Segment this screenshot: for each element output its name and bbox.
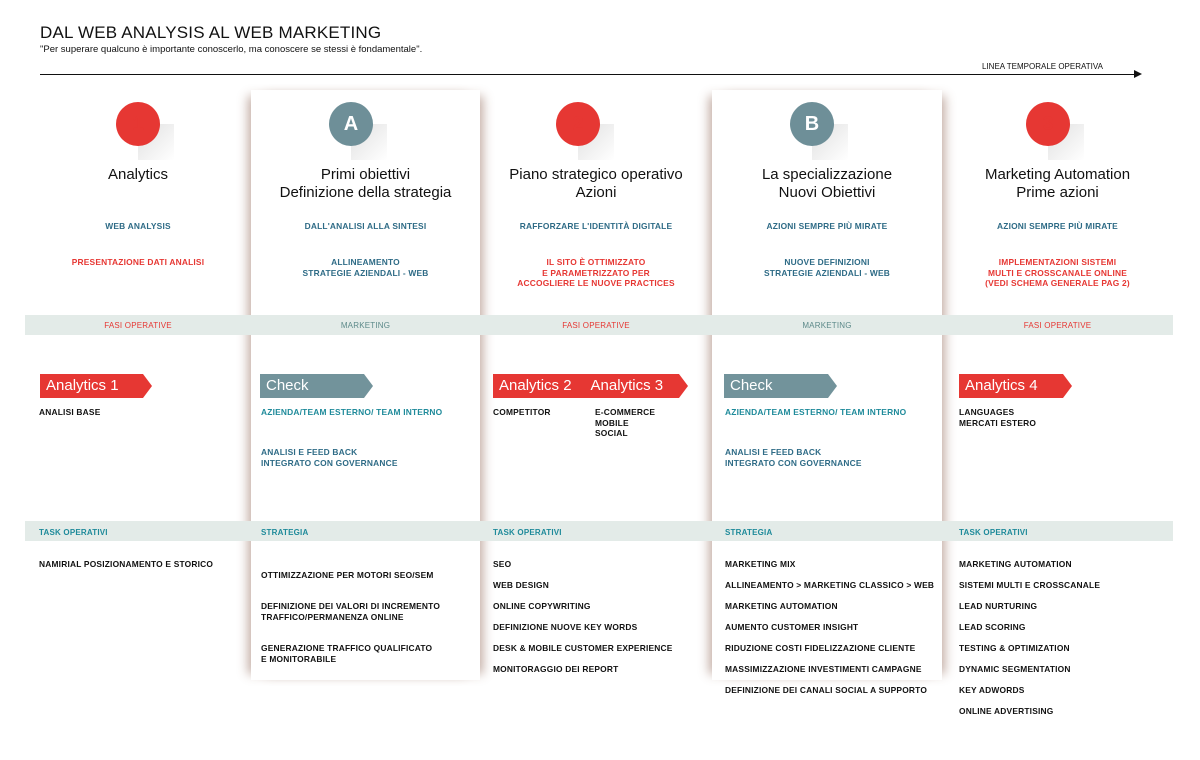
- phase-label: FASI OPERATIVE: [104, 321, 172, 330]
- governance-note: ANALISI E FEED BACK INTEGRATO CON GOVERNANCE: [725, 447, 862, 468]
- phase-label: MARKETING: [802, 321, 852, 330]
- list-item: RIDUZIONE COSTI FIDELIZZAZIONE CLIENTE: [725, 643, 916, 653]
- list-item: NAMIRIAL POSIZIONAMENTO E STORICO: [39, 559, 214, 569]
- step-badge-b: B: [790, 102, 834, 146]
- analytics-3-label: Analytics 3: [590, 377, 664, 394]
- timeline-arrow-icon: [1134, 70, 1142, 78]
- column-heading: Primi obiettivi Definizione della strategia: [279, 166, 452, 201]
- team-label: AZIENDA/TEAM ESTERNO/ TEAM INTERNO: [261, 407, 443, 417]
- list-item: ONLINE ADVERTISING: [959, 706, 1054, 716]
- governance-note: ANALISI E FEED BACK INTEGRATO CON GOVERNANCE: [261, 447, 398, 468]
- competitor-label: COMPETITOR: [493, 407, 551, 417]
- list-item: OTTIMIZZAZIONE PER MOTORI SEO/SEM: [261, 569, 434, 580]
- list-item: WEB DESIGN: [493, 580, 549, 590]
- strategy-band-label: STRATEGIA: [261, 528, 309, 537]
- column-heading: Marketing Automation Prime azioni: [984, 166, 1131, 201]
- list-item: SISTEMI MULTI E CROSSCANALE: [959, 580, 1101, 590]
- list-item: LEAD SCORING: [959, 622, 1026, 632]
- column-heading: La specializzazione Nuovi Obiettivi: [761, 166, 893, 201]
- analytics-2-3-tag: [493, 374, 679, 398]
- caption-secondary: PRESENTAZIONE DATI ANALISI: [71, 257, 205, 267]
- caption-primary: AZIONI SEMPRE PIÙ MIRATE: [997, 221, 1118, 231]
- analytics-1-tag: Analytics 1: [40, 374, 143, 398]
- list-item: ONLINE COPYWRITING: [493, 601, 591, 611]
- task-band-label: TASK OPERATIVI: [493, 528, 562, 537]
- page-subtitle-quote: "Per superare qualcuno è importante conoscerlo, ma conoscere se stessi è fondamentale".: [40, 44, 423, 55]
- analytics-4-tag: Analytics 4: [959, 374, 1063, 398]
- caption-secondary: ALLINEAMENTO STRATEGIE AZIENDALI - WEB: [302, 257, 429, 278]
- list-item: ALLINEAMENTO > MARKETING CLASSICO > WEB: [725, 580, 935, 590]
- task-list: [493, 559, 673, 685]
- caption-secondary: NUOVE DEFINIZIONI STRATEGIE AZIENDALI - WEB: [764, 257, 890, 278]
- list-item: KEY ADWORDS: [959, 685, 1025, 695]
- task-list: [261, 559, 440, 685]
- check-tag: Check: [260, 374, 364, 398]
- list-item: MARKETING MIX: [725, 559, 796, 569]
- caption-primary: RAFFORZARE L'IDENTITÀ DIGITALE: [519, 221, 673, 231]
- list-item: LEAD NURTURING: [959, 601, 1038, 611]
- list-item: DEFINIZIONE DEI CANALI SOCIAL A SUPPORTO: [725, 685, 928, 695]
- page-title: DAL WEB ANALYSIS AL WEB MARKETING: [40, 23, 382, 42]
- column-1: [25, 90, 251, 730]
- step-badge-1: 1: [116, 102, 160, 146]
- list-item: AUMENTO CUSTOMER INSIGHT: [725, 622, 859, 632]
- column-heading: Analytics: [107, 166, 169, 183]
- caption-primary: DALL'ANALISI ALLA SINTESI: [304, 221, 427, 231]
- caption-secondary: IMPLEMENTAZIONI SISTEMI MULTI E CROSSCANALE ONLINE (VEDI SCHEMA GENERALE PAG 2): [985, 257, 1130, 288]
- caption-secondary: IL SITO È OTTIMIZZATO E PARAMETRIZZATO PER ACCOGLIERE LE NUOVE PRACTICES: [517, 257, 675, 288]
- column-b: [712, 90, 942, 730]
- phase-label: MARKETING: [340, 321, 391, 330]
- list-item: TESTING & OPTIMIZATION: [959, 643, 1070, 653]
- phase-label: FASI OPERATIVE: [1023, 321, 1092, 330]
- caption-primary: AZIONI SEMPRE PIÙ MIRATE: [766, 221, 888, 231]
- column-heading: Piano strategico operativo Azioni: [509, 166, 683, 201]
- column-2: [480, 90, 712, 730]
- task-band-label: TASK OPERATIVI: [39, 528, 108, 537]
- strategy-band-label: STRATEGIA: [725, 528, 773, 537]
- list-item: DEFINIZIONE NUOVE KEY WORDS: [493, 622, 638, 632]
- list-item: MONITORAGGIO DEI REPORT: [493, 664, 619, 674]
- sub-label: ANALISI BASE: [39, 407, 101, 417]
- list-item: DYNAMIC SEGMENTATION: [959, 664, 1071, 674]
- list-item: DESK & MOBILE CUSTOMER EXPERIENCE: [493, 643, 673, 653]
- timeline-label: LINEA TEMPORALE OPERATIVA: [982, 62, 1103, 71]
- caption-primary: WEB ANALYSIS: [105, 221, 171, 231]
- step-badge-3: 3: [1026, 102, 1070, 146]
- step-badge-a: A: [329, 102, 373, 146]
- check-tag: Check: [724, 374, 828, 398]
- timeline-line: [40, 74, 1134, 75]
- channels-label: E-COMMERCE MOBILE SOCIAL: [595, 407, 656, 438]
- list-item: SEO: [493, 559, 512, 569]
- markets-label: LANGUAGES MERCATI ESTERO: [959, 407, 1037, 428]
- list-item: DEFINIZIONE DEI VALORI DI INCREMENTO TRAFFICO/PERMANENZA ONLINE: [261, 601, 441, 622]
- task-list: [959, 559, 1100, 727]
- list-item: MARKETING AUTOMATION: [959, 559, 1072, 569]
- phase-label: FASI OPERATIVE: [562, 321, 630, 330]
- list-item: MARKETING AUTOMATION: [725, 601, 838, 611]
- column-3: [942, 90, 1173, 730]
- step-badge-2: 2: [556, 102, 600, 146]
- task-list: [725, 559, 934, 706]
- analytics-2-label: Analytics 2: [499, 377, 572, 394]
- column-a: [251, 90, 480, 730]
- team-label: AZIENDA/TEAM ESTERNO/ TEAM INTERNO: [725, 407, 907, 417]
- task-band-label: TASK OPERATIVI: [959, 528, 1028, 537]
- task-list: [39, 559, 213, 580]
- list-item: MASSIMIZZAZIONE INVESTIMENTI CAMPAGNE: [725, 664, 922, 674]
- list-item: GENERAZIONE TRAFFICO QUALIFICATO E MONITORABILE: [261, 643, 433, 664]
